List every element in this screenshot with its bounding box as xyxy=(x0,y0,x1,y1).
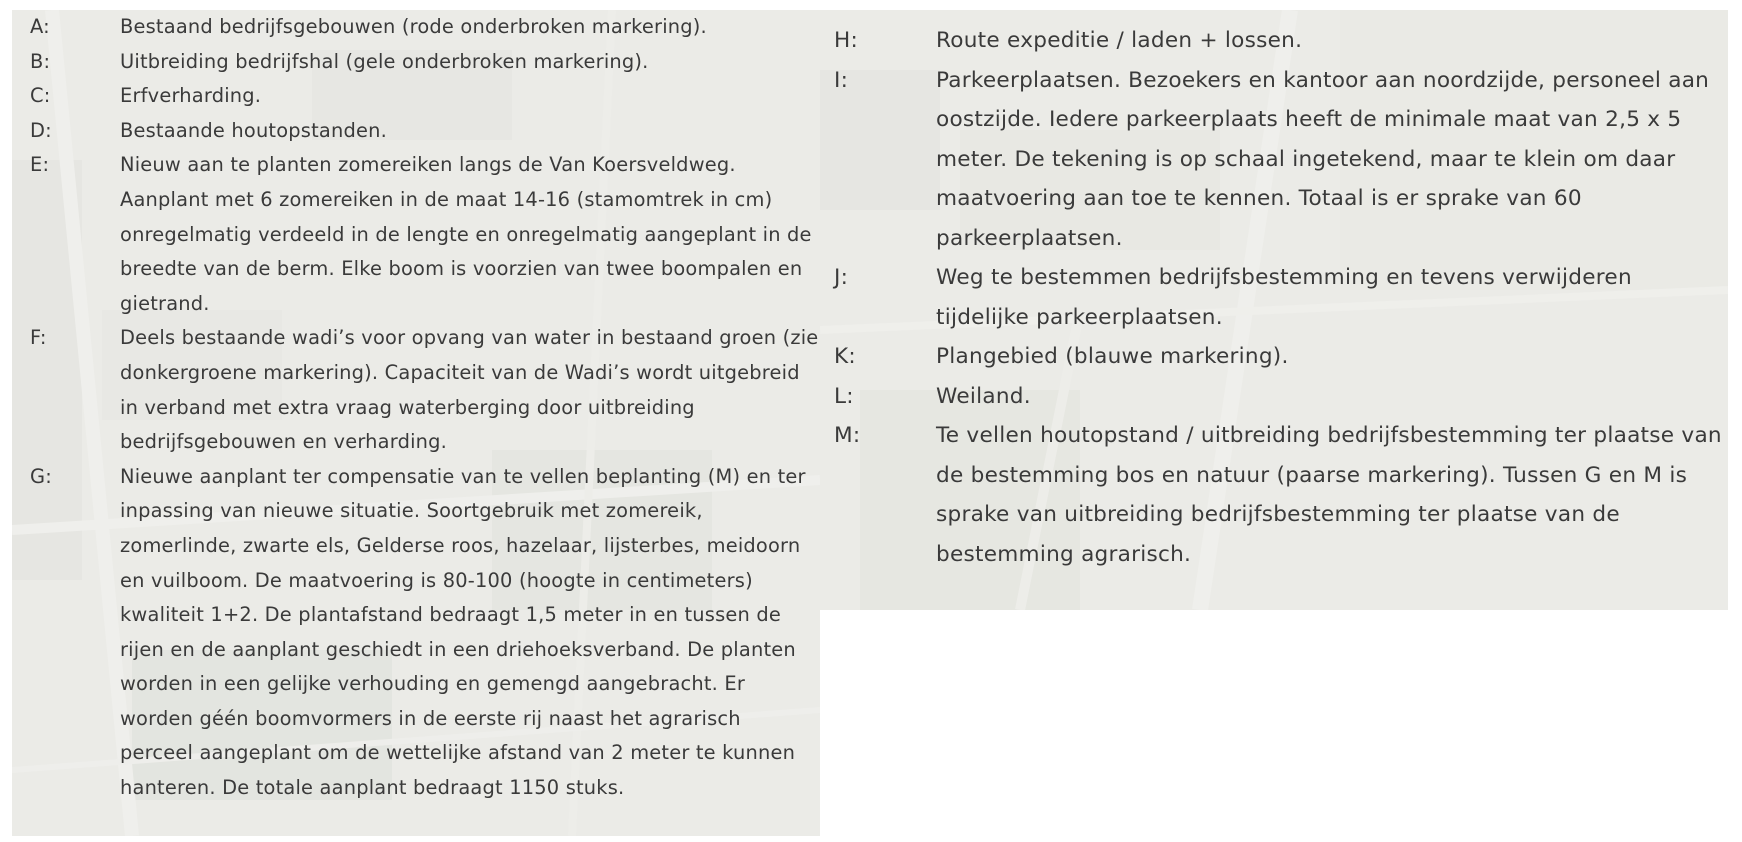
legend-key: G: xyxy=(30,464,52,488)
legend-description: Nieuw aan te planten zomereiken langs de Van Koersveldweg. Aanplant met 6 zomereiken in de maat 14-16 (stamomtrek in cm) onregelmatig verdeeld in de lengte en onregelmatig aangeplant in de breedte van de berm. Elke boom is voorzien van twee boompalen en gietrand. xyxy=(120,153,812,315)
legend-description: Uitbreiding bedrijfshal (gele onderbroken markering). xyxy=(120,49,649,73)
legend-description: Deels bestaande wadi’s voor opvang van water in bestaand groen (zie donkergroene markering). Capaciteit van de Wadi’s wordt uitgebreid in verband met extra vraag waterberging door uitbreiding bedrijfsgebouwen en verharding. xyxy=(120,326,819,454)
legend-entry-g xyxy=(30,460,820,806)
legend-key: H: xyxy=(834,28,859,53)
legend-entry-c xyxy=(30,79,820,114)
legend-entry-l xyxy=(834,377,1724,417)
legend-description: Weg te bestemmen bedrijfsbestemming en tevens verwijderen tijdelijke parkeerplaatsen. xyxy=(936,265,1632,330)
legend-description: Bestaand bedrijfsgebouwen (rode onderbroken markering). xyxy=(120,15,707,38)
legend-key: B: xyxy=(30,49,51,73)
legend-description: Parkeerplaatsen. Bezoekers en kantoor aan noordzijde, personeel aan oostzijde. Iedere parkeerplaats heeft de minimale maat van 2,5 x 5 meter. De tekening is op schaal ingetekend, maar te klein om daar maatvoering aan toe te kennen. Totaal is er sprake van 60 parkeerplaatsen. xyxy=(936,67,1710,251)
legend-key: F: xyxy=(30,326,47,350)
legend-key: L: xyxy=(834,383,854,409)
legend-panel-right xyxy=(820,10,1728,610)
legend-entry-k xyxy=(834,337,1724,377)
legend-entry-h xyxy=(834,21,1724,61)
legend-key: J: xyxy=(834,265,849,290)
legend-list-left xyxy=(30,10,820,806)
legend-description: Plangebied (blauwe markering). xyxy=(936,344,1289,369)
legend-description: Erfverharding. xyxy=(120,84,262,108)
legend-description: Weiland. xyxy=(936,383,1031,409)
legend-entry-a xyxy=(30,10,820,45)
legend-key: E: xyxy=(30,153,50,177)
legend-list-right xyxy=(834,21,1724,574)
legend-key: I: xyxy=(834,67,849,93)
legend-entry-b xyxy=(30,45,820,80)
legend-description: Bestaande houtopstanden. xyxy=(120,118,387,142)
legend-entry-j xyxy=(834,258,1724,337)
legend-entry-d xyxy=(30,114,820,149)
legend-entry-m xyxy=(834,416,1724,574)
legend-description: Nieuwe aanplant ter compensatie van te vellen beplanting (M) en ter inpassing van nieuwe situatie. Soortgebruik met zomereik, zomerlinde, zwarte els, Gelderse roos, hazelaar, lijsterbes, meidoorn en vuilboom. De maatvoering is 80-100 (hoogte in centimeters) kwaliteit 1+2. De plantafstand bedraagt 1,5 meter in en tussen de rijen en de aanplant geschiedt in een driehoeksverband. De planten worden in een gelijke verhouding en gemengd aangebracht. Er worden géén boomvormers in de eerste rij naast het agrarisch perceel aangeplant om de wettelijke afstand van 2 meter te kunnen hanteren. De totale aanplant bedraagt 1150 stuks. xyxy=(120,464,806,800)
legend-key: A: xyxy=(30,15,50,38)
legend-entry-i xyxy=(834,61,1724,259)
legend-entry-e xyxy=(30,148,820,321)
legend-entry-f xyxy=(30,321,820,459)
legend-description: Route expeditie / laden + lossen. xyxy=(936,28,1303,53)
legend-panel-left xyxy=(12,10,820,836)
legend-description: Te vellen houtopstand / uitbreiding bedrijfsbestemming ter plaatse van de bestemming bos en natuur (paarse markering). Tussen G en M is sprake van uitbreiding bedrijfsbestemming ter plaatse van de bestemming agrarisch. xyxy=(936,423,1722,567)
legend-key: C: xyxy=(30,84,51,108)
legend-key: M: xyxy=(834,423,861,448)
legend-key: D: xyxy=(30,118,52,142)
legend-key: K: xyxy=(834,344,856,369)
